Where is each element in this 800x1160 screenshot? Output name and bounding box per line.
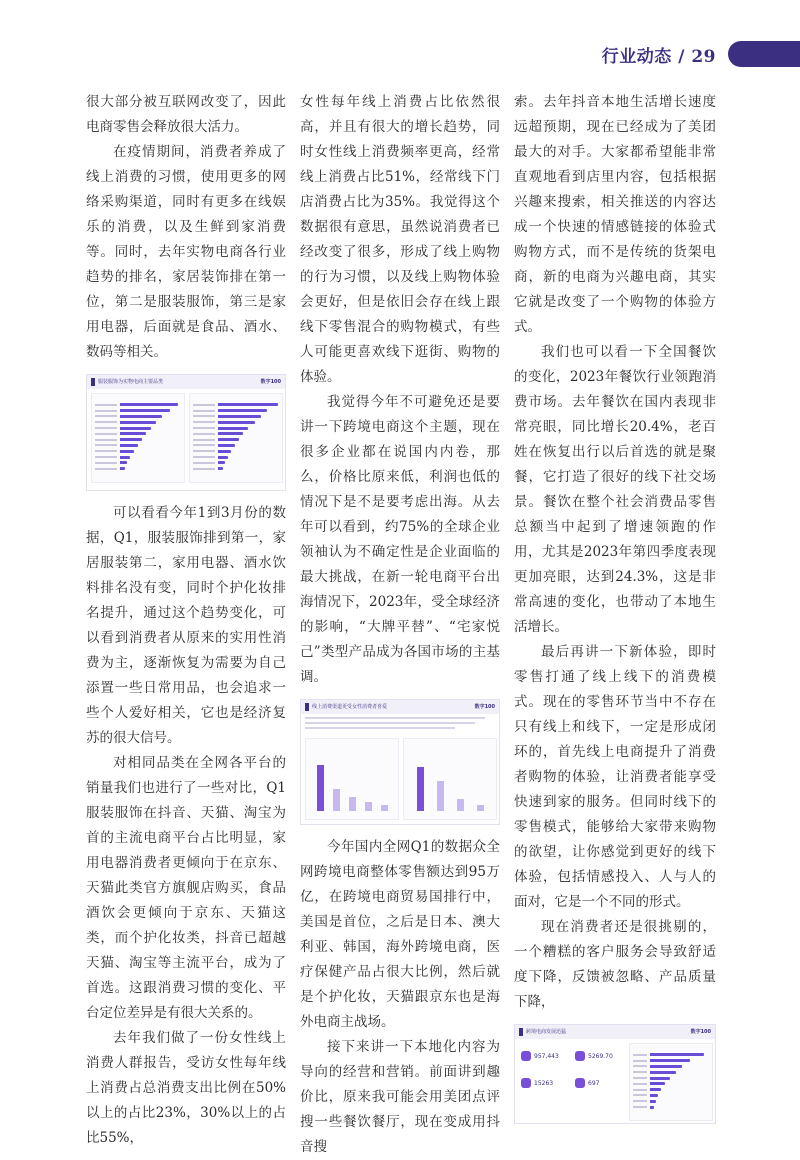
- stat-card: 957,443: [521, 1045, 569, 1067]
- paragraph: 我们也可以看一下全国餐饮的变化，2023年餐饮行业领跑消费市场。去年餐饮在国内表现非常亮眼，同比增长20.4%，老百姓在恢复出行以后首选的就是聚餐，它打造了很好的线下社交场景。餐饮在整个社会消费品零售总额当中起到了增速领跑的作用，尤其是2023年第四季度表现更加亮眼，达到24.3%，这是非常高速的变化，也带动了本地生活增长。: [514, 344, 716, 635]
- paragraph: 在疫情期间，消费者养成了线上消费的习惯，使用更多的网络采购渠道，同时有更多在线娱乐的消费，以及生鲜到家消费等。同时，去年实物电商各行业趋势的排名，家居装饰排在第一位，第二是服装服饰，第三是家用电器，后面就是食品、酒水、数码等相关。: [86, 144, 286, 360]
- paragraph: 对相同品类在全网各平台的销量我们也进行了一些对比，Q1服装服饰在抖音、天猫、淘宝为首的主流电商平台占比明显，家用电器消费者更倾向于在京东、天猫此类官方旗舰店购买，食品酒饮会更倾向于京东、天猫这类，而个护化妆类，抖音已超越天猫、淘宝等主流平台，成为了首选。这跟消费习惯的变化、平台定位差异是有很大关系的。: [86, 755, 286, 1021]
- figure-marker-icon: [91, 378, 95, 386]
- figure-marker-icon: [305, 703, 309, 711]
- figure-brand-logo: 数字100: [474, 703, 495, 710]
- chart-panel-2023: [91, 393, 185, 483]
- paragraph: 很大部分被互联网改变了，因此电商零售会释放很大活力。: [86, 94, 286, 135]
- cart-icon: [521, 1051, 531, 1061]
- text-column-2: [300, 90, 500, 1160]
- figure-title: 线上消费渠道更受女性消费者喜爱: [312, 703, 388, 710]
- figure-header: [301, 700, 499, 714]
- stat-card: 15263: [521, 1072, 569, 1094]
- figure-marker-icon: [519, 1028, 523, 1036]
- figure-female-consumer-channels: [300, 699, 500, 825]
- page-number: 29: [691, 46, 716, 67]
- chart-panel-2024q1: [189, 393, 283, 483]
- paragraph: 索。去年抖音本地生活增长速度远超预期，现在已经成为了美团最大的对手。大家都希望能非常直观地看到店里内容，包括根据兴趣来搜索，相关推送的内容达成一个快速的情感链接的体验式购物方式，而不是传统的货架电商，新的电商为兴趣电商，其实它就是改变了一个购物的体验方式。: [514, 94, 716, 335]
- figure-title: 服装服饰为实物电商主要品类: [98, 378, 164, 385]
- box-icon: [575, 1078, 585, 1088]
- figure-category-ranking: [86, 374, 286, 491]
- money-icon: [575, 1051, 585, 1061]
- stat-card: 697: [575, 1072, 623, 1094]
- text-column-3: [514, 90, 716, 1134]
- figure-cross-border-ecommerce: [514, 1024, 716, 1124]
- figure-title: 跨境电商发展迅猛: [526, 1028, 567, 1035]
- chart-panel-frequency: [403, 738, 497, 820]
- stat-grid: [521, 1045, 623, 1094]
- stat-card: 5269.70: [575, 1045, 623, 1067]
- chart-panel-country-ranking: [629, 1043, 713, 1121]
- paragraph: 我觉得今年不可避免还是要讲一下跨境电商这个主题，现在很多企业都在说国内内卷，那么，价格比原来低，利润也低的情况下是不是要考虑出海。从去年可以看到，约75%的全球企业领袖认为不确定性是企业面临的最大挑战，在新一轮电商平台出海情况下，2023年，受全球经济的影响，“大牌平替”、“宅家悦己”类型产品成为各国市场的主基调。: [300, 394, 500, 685]
- section-title: 行业动态 / 29: [601, 46, 716, 67]
- chart-panel-online-share: [305, 738, 399, 820]
- paragraph: 今年国内全网Q1的数据众全网跨境电商整体零售额达到95万亿，在跨境电商贸易国排行中，美国是首位，之后是日本、澳大利亚、韩国，海外跨境电商，医疗保健产品占很大比例，然后就是个护化妆，天猫跟京东也是海外电商主战场。: [300, 839, 500, 1030]
- figure-brand-logo: 数字100: [260, 378, 281, 385]
- paragraph: 最后再讲一下新体验，即时零售打通了线上线下的消费模式。现在的零售环节当中不存在只有线上和线下，一定是形成闭环的，首先线上电商提升了消费者购物的体验，让消费者能享受快速到家的服务。但同时线下的零售模式，能够给大家带来购物的欲望，让你感觉到更好的线下体验，包括情感投入、人与人的面对，它是一个不同的形式。: [514, 644, 716, 910]
- paragraph: 可以看看今年1到3月份的数据，Q1，服装服饰排到第一，家居服装第二，家用电器、酒水饮料排名没有变，同时个护化妆排名提升，通过这个趋势变化，可以看到消费者从原来的实用性消费为主，逐渐恢复为需要为自己添置一些日常用品，也会追求一些个人爱好相关，它也是经济复苏的很大信号。: [86, 505, 286, 746]
- paragraph: 去年我们做了一份女性线上消费人群报告，受访女性每年线上消费占总消费支出比例在50%以上的占比23%，30%以上的占比55%，: [86, 1030, 286, 1146]
- paragraph: 现在消费者还是很挑剔的，一个糟糕的客户服务会导致舒适度下降，反馈被忽略、产品质量下降，: [514, 919, 716, 1010]
- figure-brand-logo: 数字100: [690, 1028, 711, 1035]
- store-icon: [521, 1078, 531, 1088]
- figure-header: [87, 375, 285, 389]
- paragraph: 接下来讲一下本地化内容为导向的经营和营销。前面讲到趣价比，原来我可能会用美团点评搜一些餐饮餐厅，现在变成用抖音搜: [300, 1039, 500, 1155]
- header-accent-bar: [728, 41, 800, 67]
- paragraph: 女性每年线上消费占比依然很高，并且有很大的增长趋势，同时女性线上消费频率更高，经常线上消费占比51%，经常线下门店消费占比为35%。我觉得这个数据很有意思，虽然说消费者已经改变了很多，形成了线上购物的行为习惯，以及线上购物体验会更好，但是依旧会存在线上跟线下零售混合的购物模式，有些人可能更喜欢线下逛街、购物的体验。: [300, 94, 500, 385]
- figure-header: [515, 1025, 715, 1039]
- page-header: [602, 40, 800, 68]
- text-column-1: [86, 90, 286, 1151]
